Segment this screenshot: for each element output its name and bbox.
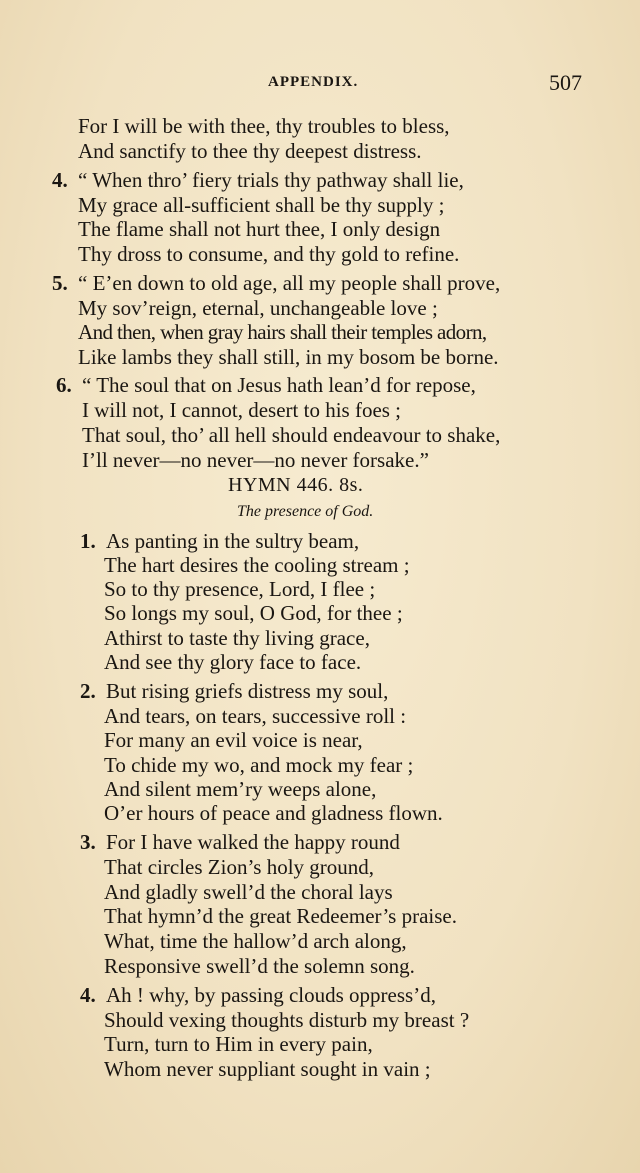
stanza-number: 2. (80, 679, 96, 703)
verse-line: What, time the hallow’d arch along, (104, 929, 407, 953)
hymn-title: HYMN 446. 8s. (228, 474, 364, 496)
verse-line: And silent mem’ry weeps alone, (104, 777, 377, 801)
verse-line: O’er hours of peace and gladness flown. (104, 801, 443, 825)
verse-line: Thy dross to consume, and thy gold to refine. (78, 242, 460, 266)
verse-line: As panting in the sultry beam, (106, 529, 360, 553)
stanza-number: 3. (80, 830, 96, 854)
verse-line: And then, when gray hairs shall their temples adorn, (78, 320, 487, 344)
verse-line: And tears, on tears, successive roll : (104, 704, 407, 728)
verse-line: For I will be with thee, thy troubles to bless, (78, 114, 450, 138)
verse-line: Like lambs they shall still, in my bosom be borne. (78, 345, 499, 369)
verse-line: And gladly swell’d the choral lays (104, 880, 393, 904)
verse-line: Ah ! why, by passing clouds oppress’d, (106, 983, 436, 1007)
verse-line: Whom never suppliant sought in vain ; (104, 1057, 431, 1081)
verse-line: That hymn’d the great Redeemer’s praise. (104, 904, 457, 928)
verse-line: Should vexing thoughts disturb my breast ? (104, 1008, 470, 1032)
stanza-number: 5. (52, 271, 68, 295)
verse-line: For I have walked the happy round (106, 830, 400, 854)
stanza-number: 4. (52, 168, 68, 192)
verse-line: My grace all-sufficient shall be thy supply ; (78, 193, 445, 217)
verse-line: To chide my wo, and mock my fear ; (104, 753, 414, 777)
verse-line: So longs my soul, O God, for thee ; (104, 601, 403, 625)
page-number: 507 (549, 70, 582, 95)
stanza-number: 1. (80, 529, 96, 553)
verse-line: My sov’reign, eternal, unchangeable love ; (78, 296, 438, 320)
verse-line: “ When thro’ fiery trials thy pathway shall lie, (78, 168, 464, 192)
verse-line: That circles Zion’s holy ground, (104, 855, 375, 879)
verse-line: Athirst to taste thy living grace, (104, 626, 370, 650)
verse-line: The hart desires the cooling stream ; (104, 553, 410, 577)
running-head (0, 70, 640, 96)
verse-line: “ The soul that on Jesus hath lean’d for repose, (82, 373, 476, 397)
verse-line: Responsive swell’d the solemn song. (104, 954, 415, 978)
hymn-subtitle: The presence of God. (237, 503, 374, 520)
verse-line: I’ll never—no never—no never forsake.” (82, 448, 429, 472)
verse-line: And see thy glory face to face. (104, 650, 362, 674)
stanza-number: 6. (56, 373, 72, 397)
verse-line: The flame shall not hurt thee, I only design (78, 217, 441, 241)
verse-line: That soul, tho’ all hell should endeavour to shake, (82, 423, 501, 447)
verse-line: But rising griefs distress my soul, (106, 679, 389, 703)
verse-line: “ E’en down to old age, all my people shall prove, (78, 271, 501, 295)
verse-line: So to thy presence, Lord, I flee ; (104, 577, 376, 601)
stanza-number: 4. (80, 983, 96, 1007)
verse-line: I will not, I cannot, desert to his foes ; (82, 398, 402, 422)
verse-line: For many an evil voice is near, (104, 728, 363, 752)
verse-line: And sanctify to thee thy deepest distress. (78, 139, 422, 163)
running-head-title: APPENDIX. (268, 74, 359, 90)
verse-line: Turn, turn to Him in every pain, (104, 1032, 373, 1056)
